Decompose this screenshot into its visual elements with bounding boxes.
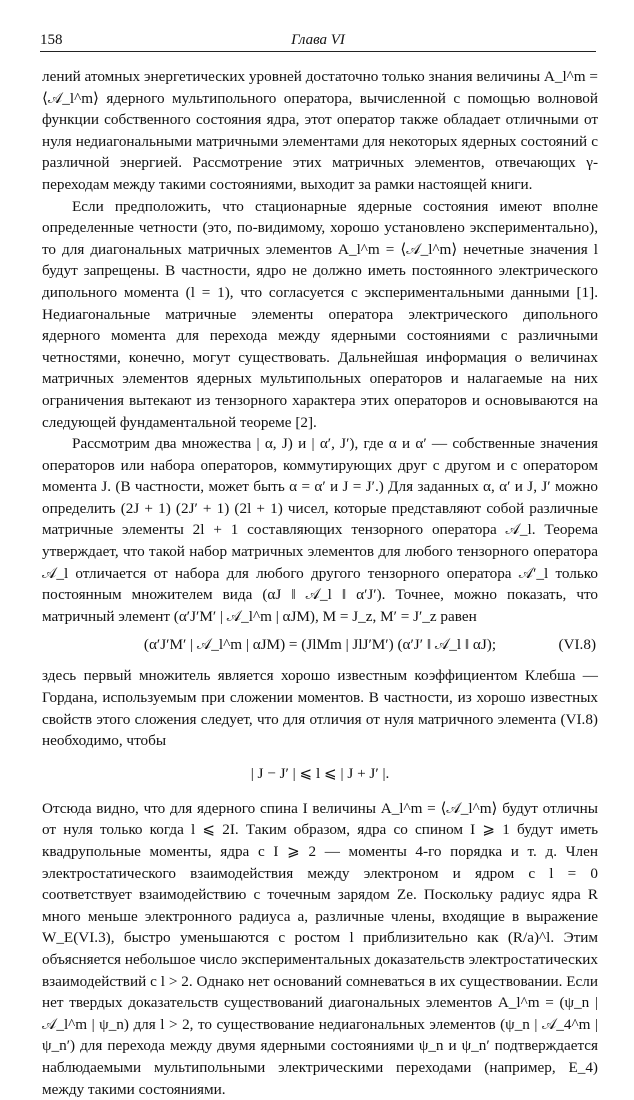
page-number: 158	[40, 32, 63, 48]
running-header	[40, 31, 596, 52]
paragraph-5: Отсюда видно, что для ядерного спина I величины A_l^m = ⟨𝒜_l^m⟩ будут отличны от нуля только когда l ⩽ 2I. Таким образом, ядра со спином I ⩾ 1 будут иметь квадрупольные моменты, ядра с I ⩾ 2 — моменты 4-го порядка и т. д. Член электростатического взаимодействия между электроном и ядром с l = 0 соответствует взаимодействию с точечным зарядом Ze. Поскольку радиус ядра R много меньше электронного радиуса a, различные члены, входящие в выражение W_E(VI.3), быстро уменьшаются с ростом l приблизительно как (R/a)^l. Этим объясняется небольшое число экспериментальных доказательств электростатических взаимодействий с l > 2. Однако нет оснований сомневаться в их существовании. Если нет твердых доказательств существований диагональных элементов A_l^m = (ψ_n | 𝒜_l^m | ψ_n) для l > 2, то существование недиагональных элементов (ψ_n | 𝒜_4^m | ψ_n′) для перехода между двумя ядерными состояниями ψ_n и ψ_n′ подтверждается наблюдаемыми мультипольными электрическими переходами (например, E_4) между такими состояниями.	[42, 799, 598, 1098]
equation-vi-8	[42, 633, 598, 657]
paragraph-2: Если предположить, что стационарные ядерные состояния имеют вполне определенные четности (это, по-видимому, хорошо установлено экспериментально), то для диагональных матричных элементов A_l^m = ⟨𝒜_l^m⟩ нечетные значения l будут запрещены. В частности, ядро не должно иметь постоянного электрического дипольного момента (l = 1), что согласуется с экспериментальными данными [1]. Недиагональные матричные элементы оператора электрического дипольного ядерного момента для перехода между ядерными состояниями с различными четностями, конечно, могут существовать. Дальнейшая информация о величинах матричных элементов ядерных мультипольных операторов и налагаемые на них ограничения вытекают из тензорного характера этих операторов и основываются на следующей фундаментальной теореме [2].	[42, 197, 598, 431]
page-body	[42, 66, 598, 1100]
paragraph-1: лений атомных энергетических уровней достаточно только знания величины A_l^m = ⟨𝒜_l^m⟩ ядерного мультипольного оператора, вычисленной с помощью волновой функции собственного состояния ядра, этот оператор также обладает отличными от нуля недиагональными матричными элементами для некоторых ядерных состояний с различной энергией. Рассмотрение этих матричных элементов, отвечающих γ-переходам между такими состояниями, выходит за рамки настоящей книги.	[42, 68, 598, 193]
triangle-inequality-equation: | J − J′ | ⩽ l ⩽ | J + J′ |.	[250, 764, 390, 782]
paragraph-3: Рассмотрим два множества | α, J) и | α′, J′), где α и α′ — собственные значения операторов или набора операторов, коммутирующих друг с другом и с оператором момента J. (В частности, может быть α = α′ и J = J′.) Для заданных α, α′ и J, J′ можно определить (2J + 1) (2J′ + 1) (2l + 1) чисел, которые представляют собой различные матричные элементы 2l + 1 составляющих тензорного оператора 𝒜_l. Теорема утверждает, что такой набор матричных элементов для любого тензорного оператора 𝒜_l отличается от набора для любого другого тензорного оператора 𝒜′_l только постоянным множителем вида (αJ ‖ 𝒜_l ‖ α′J′). Точнее, можно показать, что матричный элемент (α′J′M′ | 𝒜_l^m | αJM), M = J_z, M′ = J′_z равен	[42, 435, 598, 625]
equation-vi-8-number: (VI.8)	[558, 636, 596, 654]
equation-vi-8-expression: (α′J′M′ | 𝒜_l^m | αJM) = (JlMm | JlJ′M′) (α′J′ ‖ 𝒜_l ‖ αJ);	[143, 636, 497, 654]
chapter-title: Глава VI	[291, 32, 345, 48]
paragraph-4: здесь первый множитель является хорошо известным коэффициентом Клебша — Гордана, используемым при сложении моментов. В частности, из хорошо известных свойств этого сложения следует, что для отличия от нуля матричного элемента (VI.8) необходимо, чтобы	[42, 667, 598, 750]
